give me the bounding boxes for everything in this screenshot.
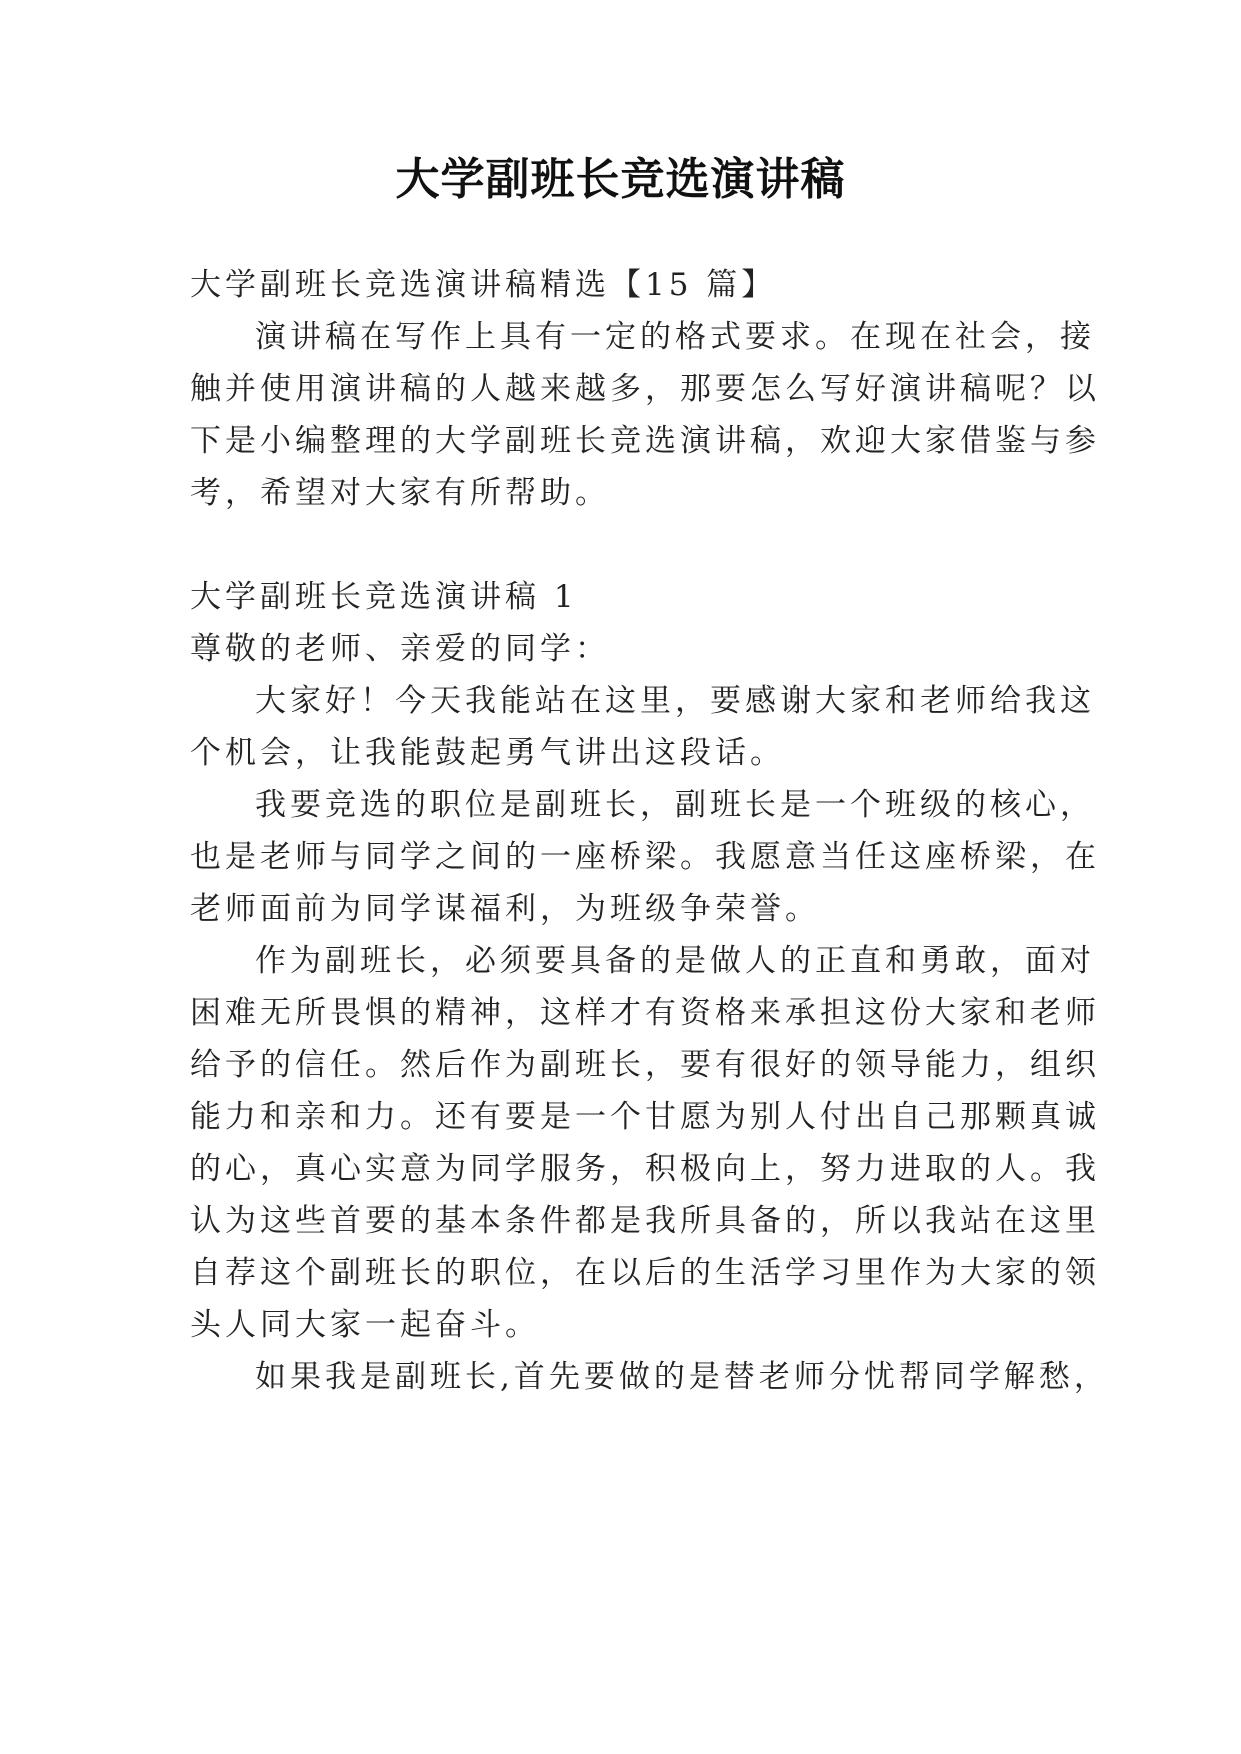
intro-line: 触并使用演讲稿的人越来越多，那要怎么写好演讲稿呢？以 [190,371,1100,407]
paragraph-line: 给予的信任。然后作为副班长，要有很好的领导能力，组织 [190,1047,1100,1083]
paragraph-line: 如果我是副班长,首先要做的是替老师分忧帮同学解愁， [255,1359,1109,1395]
paragraph-line: 老师面前为同学谋福利，为班级争荣誉。 [190,891,820,927]
document-title: 大学副班长竞选演讲稿 [395,154,846,205]
section-heading: 大学副班长竞选演讲稿 1 [190,579,578,615]
paragraph-line: 也是老师与同学之间的一座桥梁。我愿意当任这座桥梁，在 [190,839,1100,875]
paragraph-line: 的心，真心实意为同学服务，积极向上，努力进取的人。我 [190,1151,1100,1187]
intro-line: 考，希望对大家有所帮助。 [190,475,610,511]
paragraph-line: 头人同大家一起奋斗。 [190,1307,540,1343]
paragraph-line: 我要竞选的职位是副班长，副班长是一个班级的核心， [255,787,1095,823]
intro-line: 演讲稿在写作上具有一定的格式要求。在现在社会，接 [255,319,1095,355]
paragraph-line: 大家好！今天我能站在这里，要感谢大家和老师给我这 [255,683,1095,719]
paragraph-line: 作为副班长，必须要具备的是做人的正直和勇敢，面对 [255,943,1095,979]
paragraph-line: 困难无所畏惧的精神，这样才有资格来承担这份大家和老师 [190,995,1100,1031]
document-subtitle: 大学副班长竞选演讲稿精选【15 篇】 [190,267,777,303]
salutation: 尊敬的老师、亲爱的同学： [190,631,610,667]
paragraph-line: 认为这些首要的基本条件都是我所具备的，所以我站在这里 [190,1203,1100,1239]
paragraph-line: 自荐这个副班长的职位，在以后的生活学习里作为大家的领 [190,1255,1100,1291]
paragraph-line: 个机会，让我能鼓起勇气讲出这段话。 [190,735,785,771]
intro-line: 下是小编整理的大学副班长竞选演讲稿，欢迎大家借鉴与参 [190,423,1100,459]
paragraph-line: 能力和亲和力。还有要是一个甘愿为别人付出自己那颗真诚 [190,1099,1100,1135]
